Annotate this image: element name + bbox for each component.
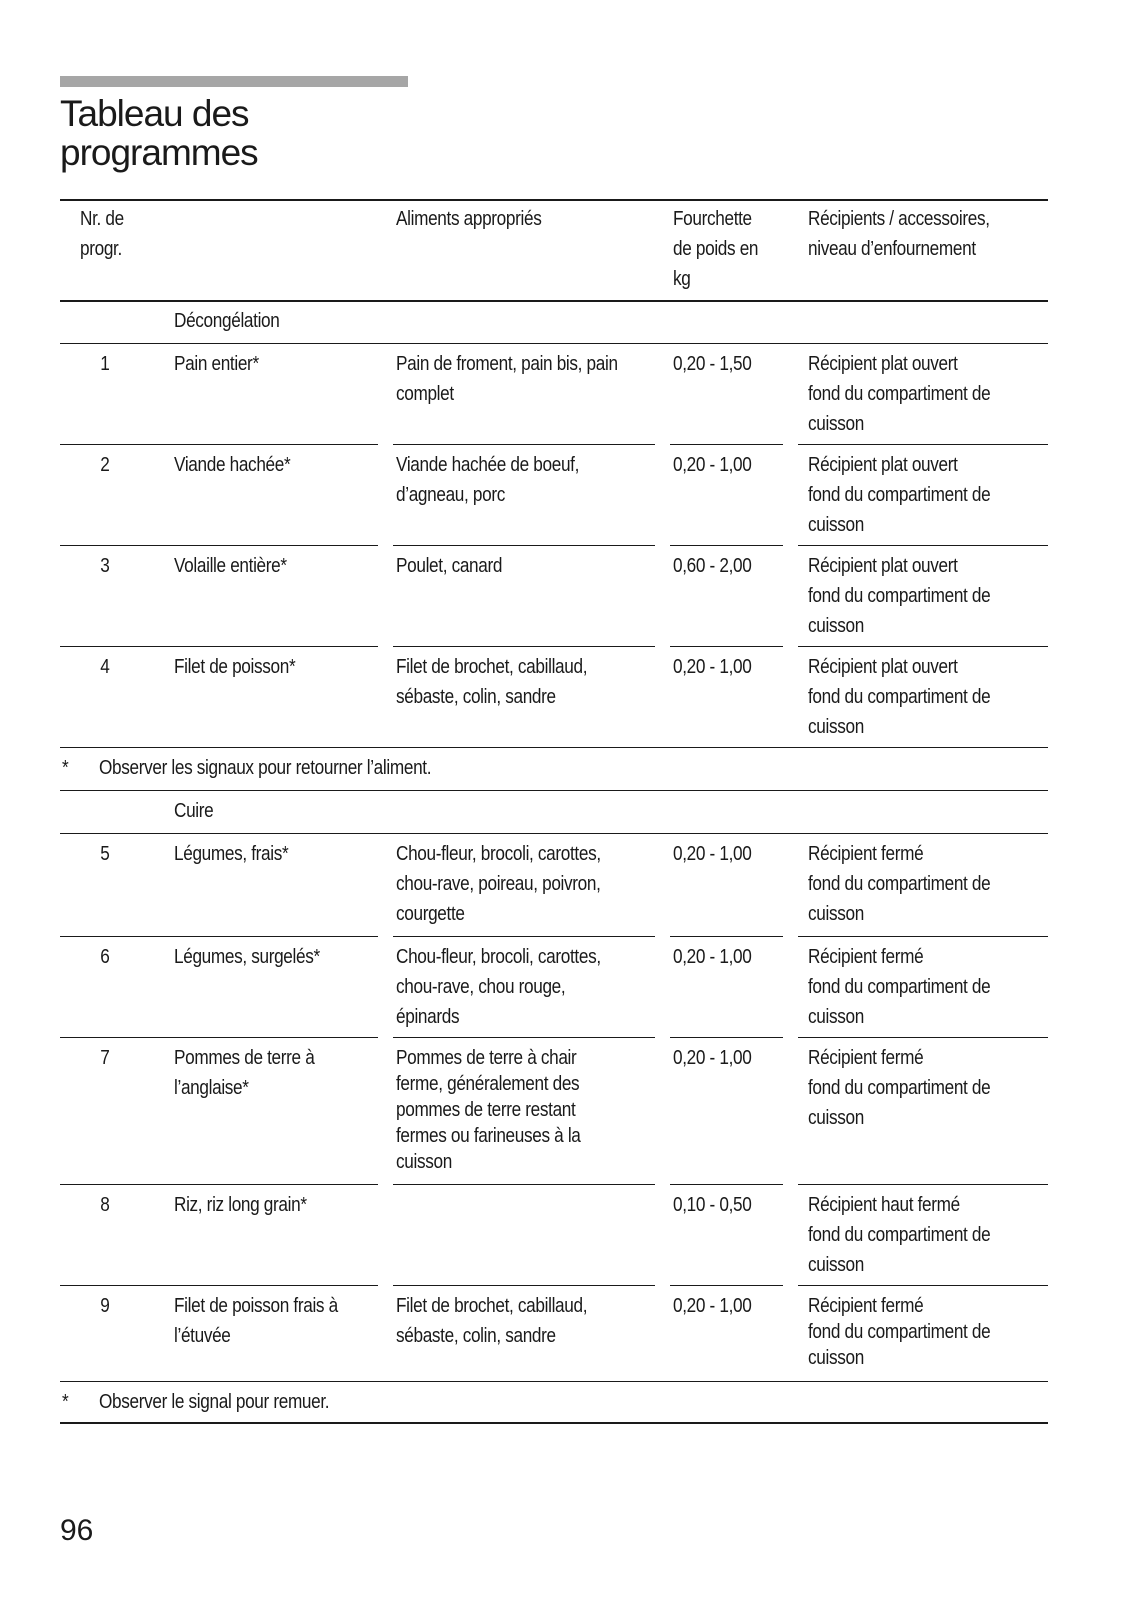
row-9-nr: 9 — [100, 1295, 110, 1317]
row-9-recipient-line-1: Récipient fermé — [808, 1295, 924, 1317]
row-3-rule — [393, 646, 655, 647]
row-6-aliments — [396, 942, 601, 1032]
row-8-rule — [60, 1285, 378, 1286]
row-5-rule — [798, 936, 1048, 937]
row-6-nr: 6 — [100, 946, 110, 968]
row-7-poids: 0,20 - 1,00 — [673, 1047, 752, 1069]
row-5-rule — [670, 936, 783, 937]
row-1-recipient — [808, 349, 990, 439]
table-bottom-rule — [60, 1422, 1048, 1424]
note-1: Observer les signaux pour retourner l’aliment. — [99, 757, 432, 779]
row-3-programme: Volaille entière* — [174, 555, 287, 577]
row-4-recipient-line-2: fond du compartiment de — [808, 686, 991, 708]
row-5-rule — [60, 936, 378, 937]
row-1-recipient-line-2: fond du compartiment de — [808, 383, 991, 405]
header-fourchette-line-2: de poids en — [673, 238, 759, 260]
row-2-aliments — [396, 450, 579, 510]
row-5-recipient-line-2: fond du compartiment de — [808, 873, 991, 895]
note-1-rule — [60, 790, 1048, 791]
row-3-poids: 0,60 - 2,00 — [673, 555, 752, 577]
row-6-rule — [60, 1037, 378, 1038]
row-1-rule — [393, 444, 655, 445]
header-aliments: Aliments appropriés — [396, 208, 542, 230]
row-8-rule — [393, 1285, 655, 1286]
header-recipients-line-1: Récipients / accessoires, — [808, 208, 990, 230]
row-5-recipient-line-1: Récipient fermé — [808, 843, 924, 865]
row-1-recipient-line-1: Récipient plat ouvert — [808, 353, 958, 375]
row-7-aliments — [396, 1045, 581, 1175]
row-3-recipient-line-1: Récipient plat ouvert — [808, 555, 958, 577]
row-5-programme: Légumes, frais* — [174, 843, 289, 865]
header-fourchette — [673, 204, 758, 294]
row-1-aliments — [396, 349, 618, 409]
row-7-aliments-line-3: pommes de terre restant — [396, 1099, 576, 1121]
row-4-recipient-line-3: cuisson — [808, 716, 864, 738]
row-9-aliments-line-1: Filet de brochet, cabillaud, — [396, 1295, 588, 1317]
header-bar — [60, 76, 408, 87]
row-4-recipient — [808, 652, 990, 742]
row-2-recipient-line-1: Récipient plat ouvert — [808, 454, 958, 476]
title-line-2: programmes — [60, 132, 258, 173]
row-6-aliments-line-2: chou-rave, chou rouge, — [396, 976, 566, 998]
row-8-poids: 0,10 - 0,50 — [673, 1194, 752, 1216]
row-2-rule — [60, 545, 378, 546]
row-3-recipient — [808, 551, 990, 641]
header-bottom-rule — [60, 300, 1048, 302]
row-7-rule — [798, 1184, 1048, 1185]
title-line-1: Tableau des — [60, 93, 249, 134]
row-3-aliments: Poulet, canard — [396, 555, 503, 577]
row-2-rule — [670, 545, 783, 546]
row-4-aliments-line-1: Filet de brochet, cabillaud, — [396, 656, 588, 678]
row-9-rule — [60, 1381, 1048, 1382]
table-top-rule — [60, 199, 1048, 201]
section-decongelation: Décongélation — [174, 310, 280, 332]
row-7-nr: 7 — [100, 1047, 110, 1069]
row-7-recipient — [808, 1043, 990, 1133]
row-1-poids: 0,20 - 1,50 — [673, 353, 752, 375]
row-1-nr: 1 — [100, 353, 110, 375]
row-1-rule — [798, 444, 1048, 445]
row-6-recipient — [808, 942, 990, 1032]
row-7-recipient-line-1: Récipient fermé — [808, 1047, 924, 1069]
row-5-poids: 0,20 - 1,00 — [673, 843, 752, 865]
row-3-nr: 3 — [100, 555, 110, 577]
row-9-programme — [174, 1291, 338, 1351]
row-5-nr: 5 — [100, 843, 110, 865]
row-2-poids: 0,20 - 1,00 — [673, 454, 752, 476]
row-9-recipient-line-3: cuisson — [808, 1347, 864, 1369]
note-1-star: * — [62, 757, 69, 779]
page-number: 96 — [60, 1514, 94, 1547]
header-nr-line-1: Nr. de — [80, 208, 124, 230]
row-5-recipient-line-3: cuisson — [808, 903, 864, 925]
row-3-recipient-line-3: cuisson — [808, 615, 864, 637]
row-3-rule — [60, 646, 378, 647]
row-4-recipient-line-1: Récipient plat ouvert — [808, 656, 958, 678]
row-7-programme-line-1: Pommes de terre à — [174, 1047, 315, 1069]
row-4-programme: Filet de poisson* — [174, 656, 296, 678]
row-4-aliments-line-2: sébaste, colin, sandre — [396, 686, 556, 708]
row-6-rule — [393, 1037, 655, 1038]
row-5-rule — [393, 936, 655, 937]
page-title — [60, 94, 258, 172]
row-6-aliments-line-3: épinards — [396, 1006, 460, 1028]
row-2-rule — [798, 545, 1048, 546]
row-8-recipient-line-1: Récipient haut fermé — [808, 1194, 960, 1216]
row-7-rule — [670, 1184, 783, 1185]
row-2-programme: Viande hachée* — [174, 454, 291, 476]
header-recipients-line-2: niveau d’enfournement — [808, 238, 976, 260]
header-fourchette-line-3: kg — [673, 268, 691, 290]
row-1-recipient-line-3: cuisson — [808, 413, 864, 435]
row-2-rule — [393, 545, 655, 546]
header-recipients — [808, 204, 990, 264]
row-6-aliments-line-1: Chou-fleur, brocoli, carottes, — [396, 946, 601, 968]
row-6-programme: Légumes, surgelés* — [174, 946, 320, 968]
row-5-aliments — [396, 839, 601, 929]
row-1-aliments-line-1: Pain de froment, pain bis, pain — [396, 353, 618, 375]
section-cuire: Cuire — [174, 800, 214, 822]
row-6-recipient-line-3: cuisson — [808, 1006, 864, 1028]
row-7-programme-line-2: l’anglaise* — [174, 1077, 249, 1099]
row-8-nr: 8 — [100, 1194, 110, 1216]
row-9-aliments-line-2: sébaste, colin, sandre — [396, 1325, 556, 1347]
header-fourchette-line-1: Fourchette — [673, 208, 752, 230]
row-5-aliments-line-3: courgette — [396, 903, 465, 925]
row-6-rule — [670, 1037, 783, 1038]
row-9-programme-line-1: Filet de poisson frais à — [174, 1295, 338, 1317]
row-9-recipient-line-2: fond du compartiment de — [808, 1321, 991, 1343]
row-8-rule — [798, 1285, 1048, 1286]
row-3-rule — [798, 646, 1048, 647]
note-2-star: * — [62, 1391, 69, 1413]
row-4-aliments — [396, 652, 587, 712]
row-6-poids: 0,20 - 1,00 — [673, 946, 752, 968]
row-2-aliments-line-2: d’agneau, porc — [396, 484, 505, 506]
row-5-aliments-line-1: Chou-fleur, brocoli, carottes, — [396, 843, 601, 865]
row-7-aliments-line-5: cuisson — [396, 1151, 452, 1173]
row-2-aliments-line-1: Viande hachée de boeuf, — [396, 454, 580, 476]
note-2: Observer le signal pour remuer. — [99, 1391, 330, 1413]
section-cuire-rule — [60, 833, 1048, 834]
row-7-rule — [393, 1184, 655, 1185]
row-2-nr: 2 — [100, 454, 110, 476]
header-nr-line-2: progr. — [80, 238, 122, 260]
row-3-rule — [670, 646, 783, 647]
row-7-aliments-line-1: Pommes de terre à chair — [396, 1047, 577, 1069]
row-4-nr: 4 — [100, 656, 110, 678]
row-1-rule — [670, 444, 783, 445]
row-2-recipient-line-2: fond du compartiment de — [808, 484, 991, 506]
row-6-rule — [798, 1037, 1048, 1038]
row-8-recipient-line-2: fond du compartiment de — [808, 1224, 991, 1246]
row-1-programme: Pain entier* — [174, 353, 259, 375]
row-2-recipient — [808, 450, 990, 540]
row-8-recipient — [808, 1190, 990, 1280]
row-4-rule — [60, 747, 1048, 748]
row-6-recipient-line-1: Récipient fermé — [808, 946, 924, 968]
row-1-rule — [60, 444, 378, 445]
section-decongelation-rule — [60, 343, 1048, 344]
row-5-recipient — [808, 839, 990, 929]
row-9-recipient — [808, 1293, 990, 1371]
row-2-recipient-line-3: cuisson — [808, 514, 864, 536]
row-7-recipient-line-2: fond du compartiment de — [808, 1077, 991, 1099]
row-9-aliments — [396, 1291, 587, 1351]
row-4-poids: 0,20 - 1,00 — [673, 656, 752, 678]
row-8-recipient-line-3: cuisson — [808, 1254, 864, 1276]
row-1-aliments-line-2: complet — [396, 383, 454, 405]
row-6-recipient-line-2: fond du compartiment de — [808, 976, 991, 998]
row-7-recipient-line-3: cuisson — [808, 1107, 864, 1129]
header-nr — [80, 204, 124, 264]
row-9-poids: 0,20 - 1,00 — [673, 1295, 752, 1317]
row-8-rule — [670, 1285, 783, 1286]
row-7-aliments-line-2: ferme, généralement des — [396, 1073, 580, 1095]
row-8-programme: Riz, riz long grain* — [174, 1194, 307, 1216]
row-5-aliments-line-2: chou-rave, poireau, poivron, — [396, 873, 601, 895]
row-7-aliments-line-4: fermes ou farineuses à la — [396, 1125, 581, 1147]
row-7-rule — [60, 1184, 378, 1185]
row-3-recipient-line-2: fond du compartiment de — [808, 585, 991, 607]
row-9-programme-line-2: l’étuvée — [174, 1325, 231, 1347]
row-7-programme — [174, 1043, 314, 1103]
